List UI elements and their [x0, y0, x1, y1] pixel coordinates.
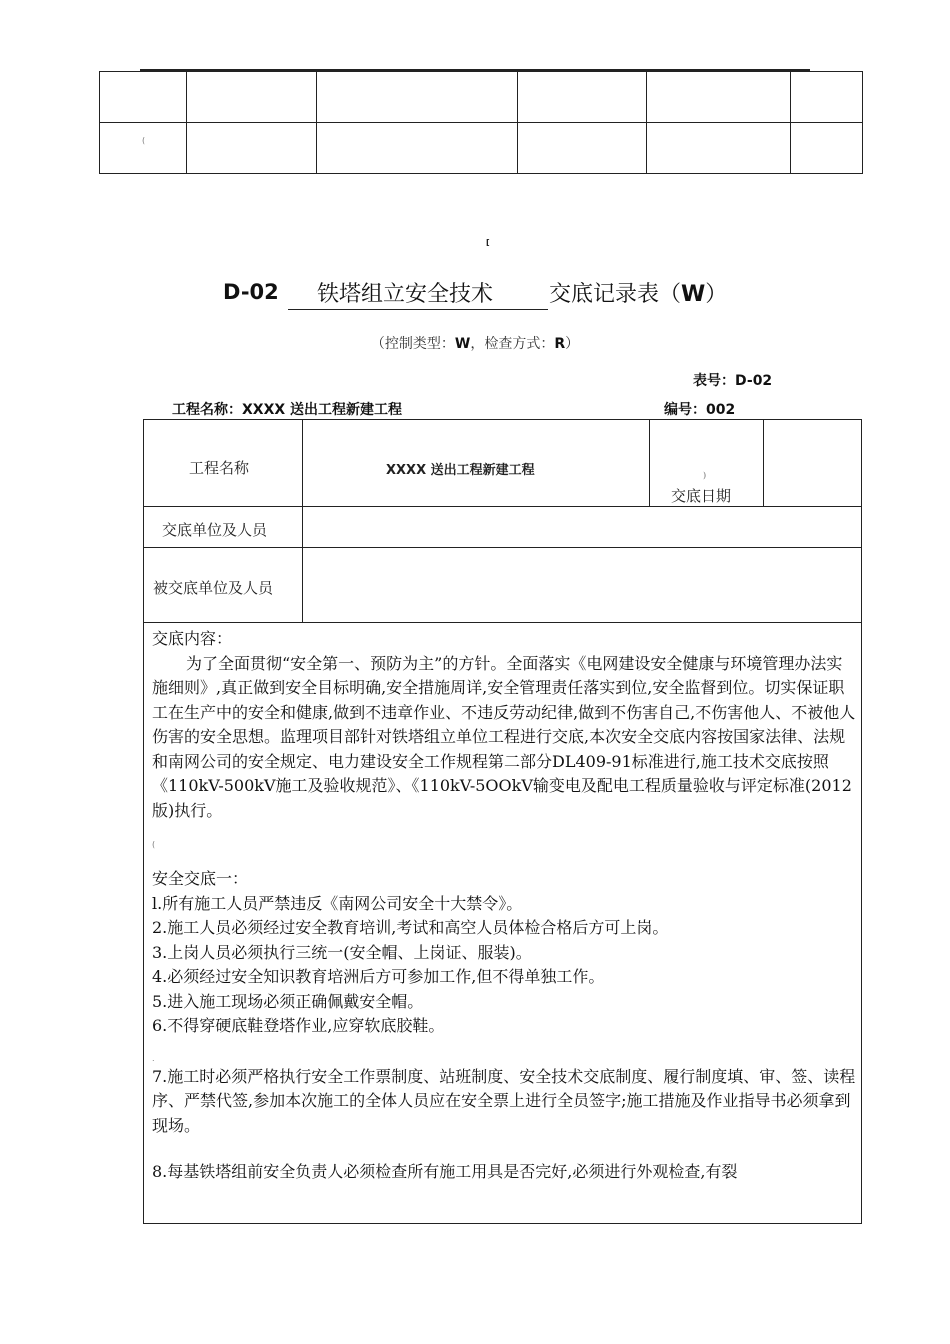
stray-mark: [ [486, 238, 490, 247]
previous-table-fragment [99, 71, 863, 174]
content-label: 交底内容： [152, 629, 233, 648]
stray-mark: ) [703, 471, 707, 480]
table-col-divider [763, 420, 764, 506]
stray-mark: ( [152, 840, 156, 849]
list-item: 2.施工人员必须经过安全教育培训,考试和高空人员体检合格后方可上岗。 [152, 918, 669, 937]
project-name-value: XXXX 送出工程新建工程 [386, 463, 535, 478]
section-title: 安全交底一： [152, 869, 249, 888]
spacer [152, 1039, 858, 1065]
list-item: 6.不得穿硬底鞋登塔作业,应穿软底胶鞋。 [152, 1016, 445, 1035]
form-code: D-02 [223, 280, 279, 304]
table-row-divider [144, 506, 861, 507]
project-name-label: 工程名称 [189, 459, 250, 477]
content-intro: 为了全面贯彻“安全第一、预防为主”的方针。全面落实《电网建设安全健康与环境管理办法实施细则》,真正做到安全目标明确,安全措施周详,安全管理责任落实到位,安全监督到位。切实保证职工在生产中的安全和健康,做到不违章作业、不违反劳动纪律,做到不伤害自己,不伤害他人、不被他人伤害的安全思想。监理项目部针对铁塔组立单位工程进行交底,本次安全交底内容按国家法律、法规和南网公司的安全规定、电力建设安全工作规程第二部分DL409-91标准进行,施工技术交底按照《110kV-500kV施工及验收规范》、《110kV-5OOkV输变电及配电工程质量验收与评定标准(2012版)执行。 [152, 653, 856, 820]
list-item: 8.每基铁塔组前安全负责人必须检查所有施工用具是否完好,必须进行外观检查,有裂 [152, 1162, 738, 1181]
page-title-suffix: 交底记录表（W） [549, 282, 728, 307]
table-row-divider [144, 547, 861, 548]
table-col-divider [302, 420, 303, 622]
table-col-divider [186, 72, 187, 173]
spacer [152, 823, 858, 849]
page-title: 铁塔组立安全技术 [317, 282, 494, 307]
table-col-divider [649, 420, 650, 506]
table-row-divider [144, 622, 861, 623]
form-number: 表号：D-02 [693, 373, 773, 389]
project-name-line: 工程名称：XXXX 送出工程新建工程 [172, 402, 403, 418]
list-item: 5.进入施工现场必须正确佩戴安全帽。 [152, 991, 424, 1011]
date-label: 交底日期 [671, 487, 732, 505]
stray-mark: ( [142, 136, 146, 145]
table-col-divider [790, 72, 791, 173]
serial-number: 编号：002 [664, 402, 736, 418]
disclosure-content [152, 627, 858, 1185]
table-col-divider [646, 72, 647, 173]
table-col-divider [316, 72, 317, 173]
list-item: l.所有施工人员严禁违反《南网公司安全十大禁令》。 [152, 893, 523, 913]
list-item: 7.施工时必须严格执行安全工作票制度、站班制度、安全技术交底制度、履行制度填、审、签、读程序、严禁代签,参加本次施工的全体人员应在安全票上进行全员签字;施工措施及作业指导书必须拿到现场。 [152, 1066, 856, 1135]
spacer [152, 1138, 858, 1160]
receiving-unit-label: 被交底单位及人员 [153, 579, 274, 597]
control-type-line: （控制类型：W，检查方式：R） [370, 336, 580, 352]
table-row-divider [100, 122, 862, 123]
list-item: 3.上岗人员必须执行三统一(安全帽、上岗证、服装)。 [152, 942, 532, 962]
title-underline [288, 309, 548, 310]
table-col-divider [517, 72, 518, 173]
spacer [152, 845, 858, 867]
disclosing-unit-label: 交底单位及人员 [162, 521, 268, 539]
stray-mark: . [152, 1053, 155, 1063]
list-item: 4.必须经过安全知识教育培洲后方可参加工作,但不得单独工作。 [152, 967, 605, 986]
